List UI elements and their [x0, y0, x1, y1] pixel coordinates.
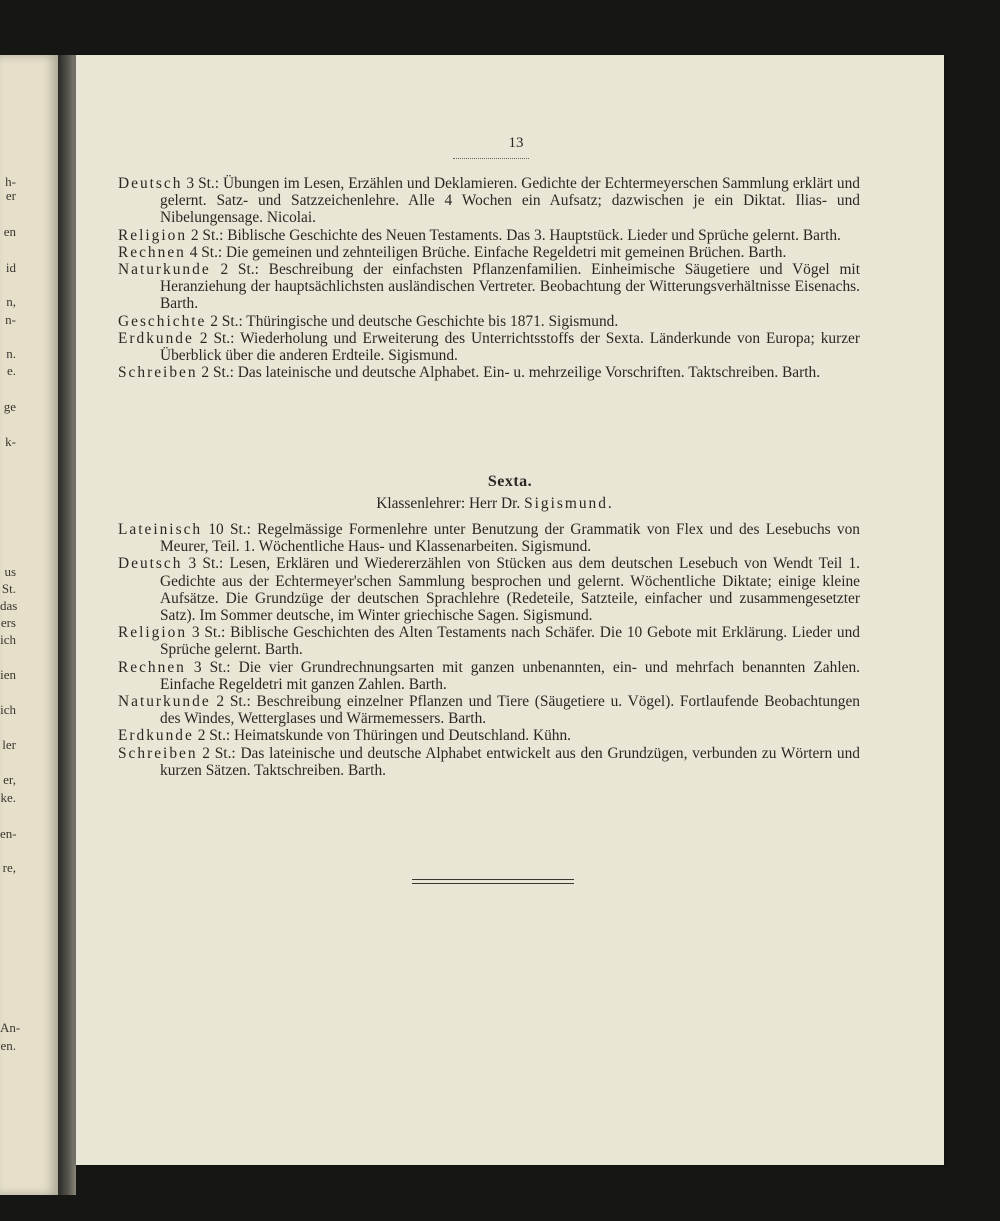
left-page-fragment: ien [0, 667, 16, 682]
subject-name: Erdkunde [118, 329, 194, 347]
subject-description: 2 St.: Das lateinische und deutsche Alphabet entwickelt aus den Grundzügen, verbunden zu Wörtern und kurzen Sätzen. Taktschreiben. Barth. [160, 744, 860, 779]
previous-class-curriculum [118, 175, 860, 381]
curriculum-entry [118, 313, 860, 330]
subject-name: Deutsch [118, 175, 183, 192]
curriculum-entry [118, 364, 860, 381]
curriculum-entry [118, 521, 860, 555]
end-rule [412, 879, 574, 884]
subject-description: 3 St.: Lesen, Erklären und Wiedererzählen von Stücken aus dem deutschen Lesebuch von Wendt Teil 1. Gedichte aus der Echtermeyer'schen Sammlung besprochen und gelernt. Wöchentliche Diktate; einige kleine Aufsätze. Die Grundzüge der deutschen Sprachlehre (Redeteile, Satzteile, einfacher und zusammengesetzter Satz). Im Sommer deutsche, im Winter griechische Sagen. Sigismund. [160, 555, 860, 625]
left-page-fragment: ers [0, 615, 16, 630]
subject-description: 4 St.: Die gemeinen und zehnteiligen Brüche. Einfache Regeldetri mit gemeinen Brüchen. Barth. [185, 243, 787, 261]
left-page-fragment: en- [0, 826, 17, 841]
curriculum-entry [118, 175, 860, 227]
subject-name: Religion [118, 624, 188, 642]
curriculum-entry [118, 261, 860, 313]
subject-description: 3 St.: Die vier Grundrechnungsarten mit ganzen unbenannten, ein- und mehrfach benannten Zahlen. Einfache Regeldetri mit ganzen Zahlen. Barth. [160, 658, 860, 693]
left-page-fragment: h- [5, 174, 16, 189]
left-page-fragment: n, [6, 294, 16, 309]
curriculum-entry [118, 693, 860, 727]
left-page-fragment: id [5, 260, 16, 275]
subject-name: Deutsch [118, 555, 183, 573]
curriculum-entry [118, 330, 860, 364]
class-teacher-line [76, 495, 914, 513]
curriculum-entry [118, 624, 860, 658]
subject-description: 2 St.: Biblische Geschichte des Neuen Testaments. Das 3. Hauptstück. Lieder und Sprüche gelernt. Barth. [187, 226, 841, 244]
left-page-fragment: ler [2, 737, 16, 752]
subject-name: Geschichte [118, 312, 207, 330]
left-page-fragment: er [5, 188, 16, 203]
subject-description: 2 St.: Das lateinische und deutsche Alphabet. Ein- u. mehrzeilige Vorschriften. Taktschreiben. Barth. [197, 364, 821, 382]
curriculum-entry [118, 244, 860, 261]
left-page-fragment: ge [3, 399, 16, 414]
left-page-fragment: n. [6, 346, 16, 361]
sexta-curriculum [118, 521, 860, 779]
curriculum-entry [118, 227, 860, 244]
subject-name: Rechnen [118, 243, 186, 261]
left-page-fragment: k- [5, 434, 16, 449]
subject-name: Schreiben [118, 744, 198, 762]
subject-description: 2 St.: Heimatskunde von Thüringen und Deutschland. Kühn. [193, 727, 572, 745]
left-page-fragment: An- [0, 1020, 21, 1035]
section-title: Sexta. [487, 473, 533, 490]
subject-description: 2 St.: Beschreibung der einfachsten Pflanzenfamilien. Einheimische Säugetiere und Vögel mit Heranziehung der hauptsächlichsten ausländischen Vertreter. Beobachtung der Witterungsverhältnisse Eisenachs. Barth. [160, 261, 860, 313]
subject-name: Rechnen [118, 658, 186, 676]
page-number: 13 [508, 135, 524, 151]
curriculum-entry [118, 659, 860, 693]
subject-description: 3 St.: Biblische Geschichten des Alten Testaments nach Schäfer. Die 10 Gebote mit Erklärung. Lieder und Sprüche gelernt. Barth. [160, 624, 860, 659]
left-page-fragment: das [0, 598, 18, 613]
subject-description: 2 St.: Wiederholung und Erweiterung des Unterrichtsstoffs der Sexta. Länderkunde von Europa; kurzer Überblick über die anderen Erdteile. Sigismund. [160, 329, 860, 365]
left-page-fragment: en [3, 224, 16, 239]
subject-name: Religion [118, 226, 188, 244]
document-page [76, 55, 944, 1165]
curriculum-entry [118, 745, 860, 779]
curriculum-entry [118, 555, 860, 624]
subject-name: Naturkunde [118, 261, 211, 279]
subject-description: 2 St.: Thüringische und deutsche Geschichte bis 1871. Sigismund. [206, 312, 619, 330]
left-page-fragment: n- [5, 312, 16, 327]
left-page-edge [0, 55, 58, 1195]
subject-description: 3 St.: Übungen im Lesen, Erzählen und Deklamieren. Gedichte der Echtermeyerschen Sammlung erklärt und gelernt. Satz- und Satzzeichenlehre. Alle 4 Wochen ein Aufsatz; dazwischen je ein Diktat. Ilias- und Nibelungensage. Nicolai. [160, 175, 860, 227]
subject-description: 10 St.: Regelmässige Formenlehre unter Benutzung der Grammatik von Flex und des Lesebuchs von Meurer, Teil. 1. Wöchentliche Haus- und Klassenarbeiten. Sigismund. [160, 521, 860, 556]
left-page-fragment: us [4, 564, 16, 579]
subject-name: Naturkunde [118, 693, 211, 711]
left-page-fragment: en. [0, 1038, 16, 1053]
left-page-fragment: ich [0, 632, 16, 647]
subject-name: Schreiben [118, 364, 198, 382]
class-teacher-label: Klassenlehrer: Herr Dr. [376, 495, 525, 512]
left-page-fragment: ke. [0, 790, 16, 805]
curriculum-entry [118, 727, 860, 744]
left-page-fragment: er, [3, 772, 16, 787]
subject-name: Erdkunde [118, 727, 194, 745]
left-page-fragment: e. [6, 363, 16, 378]
left-page-fragment: re, [2, 860, 16, 875]
left-page-fragment: St. [1, 581, 16, 596]
subject-name: Lateinisch [118, 521, 203, 538]
book-gutter [58, 55, 76, 1195]
subject-description: 2 St.: Beschreibung einzelner Pflanzen und Tiere (Säugetiere u. Vögel). Fortlaufende Beobachtungen des Windes, Wetterglases und Wärmemessers. Barth. [160, 693, 860, 728]
left-page-fragment: ich [0, 702, 16, 717]
class-teacher-name: Sigismund. [524, 495, 614, 512]
page-number-ornament [453, 156, 529, 159]
